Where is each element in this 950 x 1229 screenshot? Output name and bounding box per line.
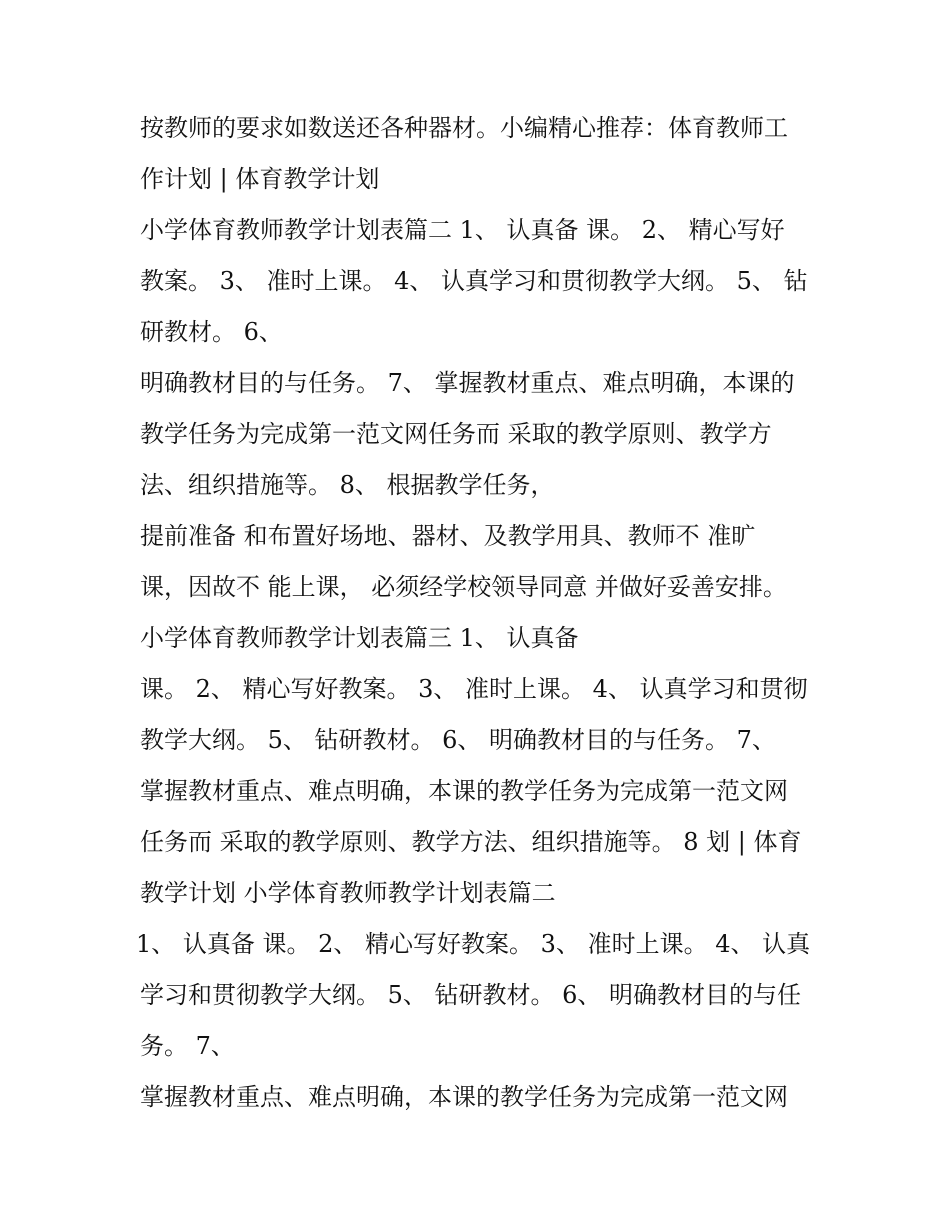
text-line: 提前准备 和布置好场地、器材、及教学用具、教师不 准旷 <box>140 522 756 550</box>
text-line: 务。 7、 <box>140 1032 235 1060</box>
text-line: 按教师的要求如数送还各种器材。小编精心推荐：体育教师工 <box>140 114 788 142</box>
text-line: 作计划 | 体育教学计划 <box>140 165 380 193</box>
text-line: 教学任务为完成第一范文网任务而 采取的教学原则、教学方 <box>140 420 772 448</box>
text-line: 法、组织措施等。 8、 根据教学任务， <box>140 471 555 499</box>
text-line: 任务而 采取的教学原则、教学方法、组织措施等。 8 划 | 体育 <box>140 828 802 856</box>
text-line: 掌握教材重点、难点明确，本课的教学任务为完成第一范文网 <box>140 1083 788 1111</box>
document-body <box>136 103 820 1123</box>
text-line: 教学大纲。 5、 钻研教材。 6、 明确教材目的与任务。 7、 <box>140 726 776 754</box>
text-line: 1、 认真备 课。 2、 精心写好教案。 3、 准时上课。 4、 认真 <box>136 930 811 958</box>
text-line: 学习和贯彻教学大纲。 5、 钻研教材。 6、 明确教材目的与任 <box>140 981 802 1009</box>
text-line: 掌握教材重点、难点明确，本课的教学任务为完成第一范文网 <box>140 777 788 805</box>
text-line: 明确教材目的与任务。 7、 掌握教材重点、难点明确，本课的 <box>140 369 795 397</box>
text-line: 课。 2、 精心写好教案。 3、 准时上课。 4、 认真学习和贯彻 <box>140 675 808 703</box>
text-line: 研教材。 6、 <box>140 318 283 346</box>
text-line: 教案。 3、 准时上课。 4、 认真学习和贯彻教学大纲。 5、 钻 <box>140 267 808 295</box>
text-line: 教学计划 小学体育教师教学计划表篇二 <box>140 879 556 907</box>
text-line: 课，因故不 能上课， 必须经学校领导同意 并做好妥善安排。 <box>140 573 787 601</box>
text-line: 小学体育教师教学计划表篇二 1、 认真备 课。 2、 精心写好 <box>140 216 785 244</box>
text-line: 小学体育教师教学计划表篇三 1、 认真备 <box>140 624 579 652</box>
